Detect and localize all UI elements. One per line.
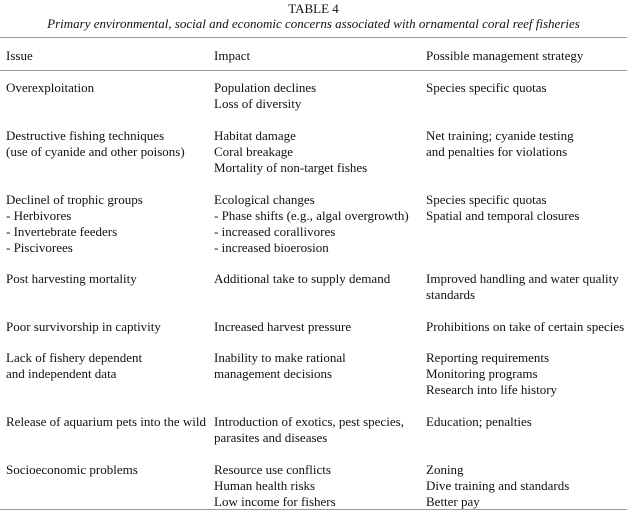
cell-line: Destructive fishing techniques	[6, 128, 165, 143]
header-impact: Impact	[214, 48, 251, 63]
table-caption: Primary environmental, social and economic concerns associated with ornamental coral reef fisheries	[47, 16, 580, 31]
cell-line: and independent data	[6, 366, 117, 381]
cell-line: Reporting requirements	[426, 350, 550, 365]
cell-line: Coral breakage	[214, 144, 294, 159]
impact-cell	[214, 462, 424, 510]
cell-line: Net training; cyanide testing	[426, 128, 574, 143]
issue-cell	[6, 271, 211, 287]
cell-line: Better pay	[426, 494, 480, 509]
cell-line: Habitat damage	[214, 128, 296, 143]
impact-cell	[214, 192, 424, 256]
cell-line: Introduction of exotics, pest species,	[214, 414, 404, 429]
table-header-rule	[0, 70, 627, 71]
cell-line: Species specific quotas	[426, 80, 547, 95]
cell-line: Dive training and standards	[426, 478, 570, 493]
cell-line: Additional take to supply demand	[214, 271, 391, 286]
cell-line: Overexploitation	[6, 80, 95, 95]
cell-line: and penalties for violations	[426, 144, 568, 159]
cell-line: Prohibitions on take of certain species	[426, 319, 625, 334]
cell-line: Species specific quotas	[426, 192, 547, 207]
cell-line: Socioeconomic problems	[6, 462, 138, 477]
cell-line: Poor survivorship in captivity	[6, 319, 161, 334]
cell-line: Spatial and temporal closures	[426, 208, 580, 223]
issue-cell	[6, 128, 211, 160]
strategy-cell	[426, 319, 627, 335]
cell-line: Declinel of trophic groups	[6, 192, 143, 207]
cell-line: Increased harvest pressure	[214, 319, 352, 334]
strategy-cell	[426, 80, 627, 96]
cell-line: Research into life history	[426, 382, 558, 397]
cell-line: Resource use conflicts	[214, 462, 331, 477]
cell-line: standards	[426, 287, 476, 302]
strategy-cell	[426, 462, 627, 510]
issue-cell	[6, 350, 211, 382]
impact-cell	[214, 319, 424, 335]
cell-line: management decisions	[214, 366, 333, 381]
table-number: TABLE 4	[288, 1, 339, 16]
impact-cell	[214, 350, 424, 382]
table-header-row	[0, 48, 627, 64]
cell-line: - Piscivorees	[6, 240, 73, 255]
cell-line: Lack of fishery dependent	[6, 350, 143, 365]
issue-cell	[6, 462, 211, 478]
cell-line: - Phase shifts (e.g., algal overgrowth)	[214, 208, 409, 223]
cell-line: Inability to make rational	[214, 350, 346, 365]
impact-cell	[214, 128, 424, 176]
cell-line: parasites and diseases	[214, 430, 328, 445]
issue-cell	[6, 192, 211, 256]
strategy-cell	[426, 350, 627, 398]
cell-line: Population declines	[214, 80, 317, 95]
cell-line: Zoning	[426, 462, 464, 477]
cell-line: Human health risks	[214, 478, 316, 493]
impact-cell	[214, 271, 424, 287]
table-bottom-rule	[0, 509, 627, 510]
table-top-rule	[0, 37, 627, 38]
cell-line: Post harvesting mortality	[6, 271, 137, 286]
issue-cell	[6, 319, 211, 335]
cell-line: Education; penalties	[426, 414, 532, 429]
cell-line: - Herbivores	[6, 208, 72, 223]
cell-line: - increased corallivores	[214, 224, 336, 239]
cell-line: Loss of diversity	[214, 96, 302, 111]
cell-line: Release of aquarium pets into the wild	[6, 414, 207, 429]
header-strategy: Possible management strategy	[426, 48, 584, 63]
issue-cell	[6, 414, 211, 430]
header-issue: Issue	[6, 48, 33, 63]
cell-line: - Invertebrate feeders	[6, 224, 118, 239]
impact-cell	[214, 80, 424, 112]
strategy-cell	[426, 128, 627, 160]
issue-cell	[6, 80, 211, 96]
strategy-cell	[426, 192, 627, 224]
impact-cell	[214, 414, 424, 446]
cell-line: Ecological changes	[214, 192, 315, 207]
strategy-cell	[426, 414, 627, 430]
cell-line: (use of cyanide and other poisons)	[6, 144, 185, 159]
cell-line: Mortality of non-target fishes	[214, 160, 368, 175]
cell-line: Low income for fishers	[214, 494, 336, 509]
cell-line: Improved handling and water quality	[426, 271, 619, 286]
cell-line: - increased bioerosion	[214, 240, 329, 255]
strategy-cell	[426, 271, 627, 303]
cell-line: Monitoring programs	[426, 366, 538, 381]
